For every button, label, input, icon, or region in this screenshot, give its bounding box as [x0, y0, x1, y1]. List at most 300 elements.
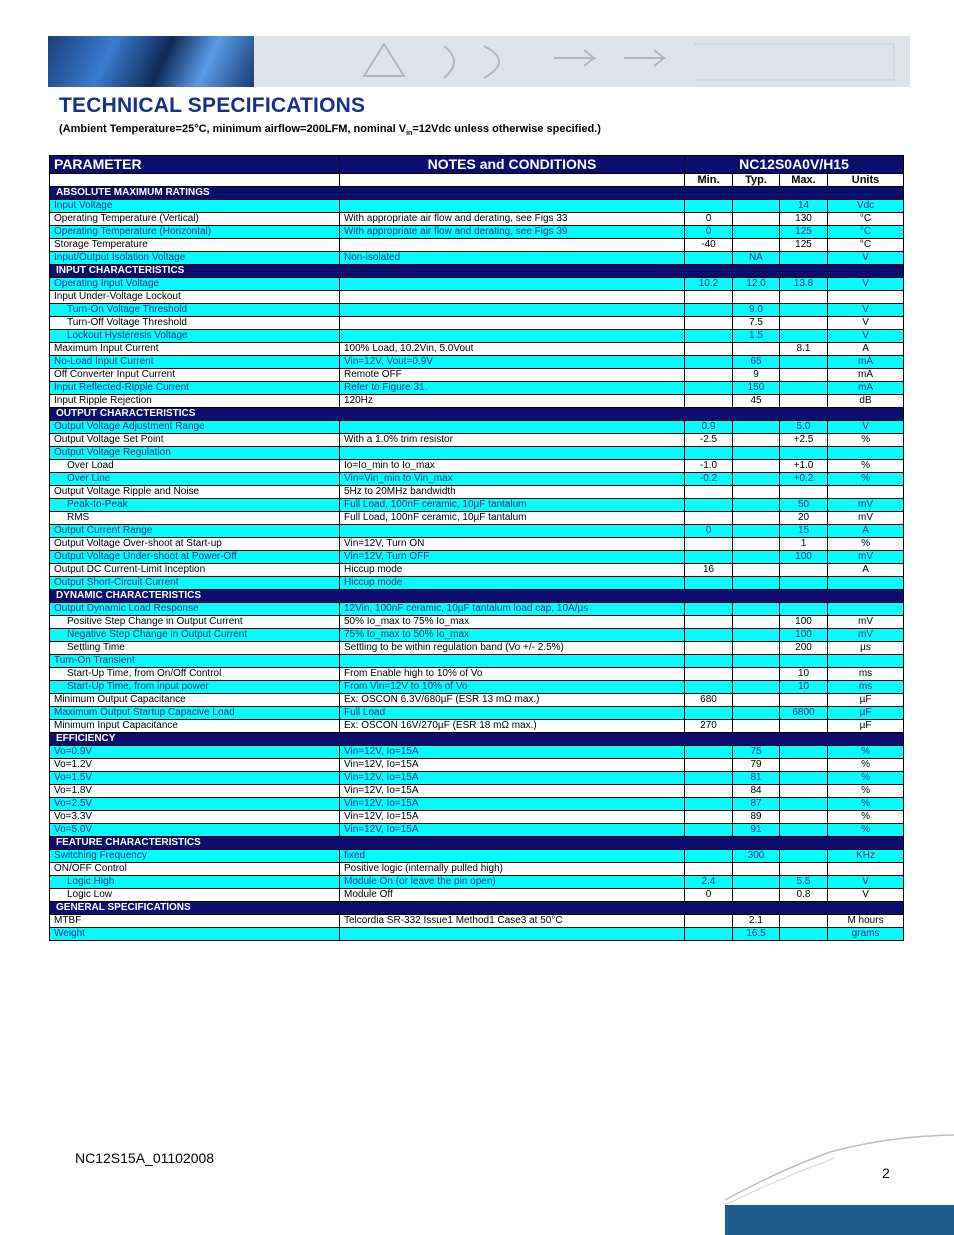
table-row — [50, 382, 904, 395]
units-cell: % — [828, 811, 904, 824]
min-cell — [685, 785, 733, 798]
max-cell — [780, 720, 828, 733]
typ-cell: 45 — [733, 395, 780, 408]
parameter-cell: Output Voltage Adjustment Range — [50, 421, 340, 434]
typ-cell — [733, 421, 780, 434]
max-cell: 125 — [780, 239, 828, 252]
notes-cell — [340, 655, 685, 668]
table-row — [50, 434, 904, 447]
typ-cell — [733, 239, 780, 252]
typ-cell — [733, 564, 780, 577]
min-cell: 0 — [685, 525, 733, 538]
notes-cell: From Vin=12V to 10% of Vo — [340, 681, 685, 694]
parameter-cell: Output Voltage Regulation — [50, 447, 340, 460]
units-cell: ms — [828, 681, 904, 694]
max-cell — [780, 395, 828, 408]
units-cell: V — [828, 317, 904, 330]
notes-cell: Full Load, 100nF ceramic, 10µF tantalum — [340, 499, 685, 512]
section-title: ABSOLUTE MAXIMUM RATINGS — [50, 187, 904, 200]
table-row — [50, 499, 904, 512]
parameter-cell: Input Reflected-Ripple Current — [50, 382, 340, 395]
table-row — [50, 629, 904, 642]
units-cell — [828, 863, 904, 876]
min-cell — [685, 291, 733, 304]
section-header-row — [50, 902, 904, 915]
max-cell — [780, 759, 828, 772]
typ-cell — [733, 681, 780, 694]
max-cell — [780, 746, 828, 759]
units-cell: V — [828, 330, 904, 343]
table-row — [50, 239, 904, 252]
max-cell — [780, 915, 828, 928]
typ-cell — [733, 655, 780, 668]
table-row — [50, 746, 904, 759]
parameter-cell: Input/Output Isolation Voltage — [50, 252, 340, 265]
parameter-cell: Input Voltage — [50, 200, 340, 213]
units-cell — [828, 577, 904, 590]
max-cell: 0.8 — [780, 889, 828, 902]
table-row — [50, 252, 904, 265]
notes-cell: 12Vin, 100nF ceramic, 10µF tantalum load cap, 10A/µs — [340, 603, 685, 616]
typ-cell — [733, 863, 780, 876]
typ-cell: 65 — [733, 356, 780, 369]
min-cell — [685, 304, 733, 317]
table-row — [50, 343, 904, 356]
subtitle-subscript: in — [406, 130, 413, 138]
table-row — [50, 395, 904, 408]
parameter-cell: Vo=3.3V — [50, 811, 340, 824]
table-row — [50, 512, 904, 525]
table-row — [50, 330, 904, 343]
min-cell — [685, 863, 733, 876]
max-cell — [780, 317, 828, 330]
parameter-cell: Input Under-Voltage Lockout — [50, 291, 340, 304]
page-number: 2 — [882, 1165, 890, 1181]
page-title: TECHNICAL SPECIFICATIONS — [59, 94, 366, 117]
max-cell: 1 — [780, 538, 828, 551]
column-header-typ: Typ. — [733, 174, 780, 187]
notes-cell: Module Off — [340, 889, 685, 902]
parameter-cell: Positive Step Change in Output Current — [50, 616, 340, 629]
min-cell — [685, 759, 733, 772]
typ-cell — [733, 616, 780, 629]
parameter-cell: Output Current Range — [50, 525, 340, 538]
parameter-cell: Turn-On Transient — [50, 655, 340, 668]
section-title: DYNAMIC CHARACTERISTICS — [50, 590, 904, 603]
page-subtitle — [59, 123, 601, 137]
notes-cell: 100% Load, 10.2Vin, 5.0Vout — [340, 343, 685, 356]
notes-cell: 75% Io_max to 50% Io_max — [340, 629, 685, 642]
parameter-cell: Over Line — [50, 473, 340, 486]
table-row — [50, 356, 904, 369]
section-header-row — [50, 733, 904, 746]
typ-cell: NA — [733, 252, 780, 265]
notes-cell: Positive logic (internally pulled high) — [340, 863, 685, 876]
min-cell — [685, 577, 733, 590]
units-cell — [828, 486, 904, 499]
notes-cell: Vin=12V, Io=15A — [340, 798, 685, 811]
notes-cell: Module On (or leave the pin open) — [340, 876, 685, 889]
notes-cell — [340, 421, 685, 434]
min-cell — [685, 824, 733, 837]
notes-cell: fixed — [340, 850, 685, 863]
section-header-row — [50, 265, 904, 278]
min-cell: -40 — [685, 239, 733, 252]
max-cell — [780, 928, 828, 941]
notes-cell: Vin=12V, Io=15A — [340, 811, 685, 824]
section-header-row — [50, 590, 904, 603]
notes-cell: Vin=12V, Io=15A — [340, 785, 685, 798]
notes-cell: Hiccup mode — [340, 564, 685, 577]
typ-cell — [733, 473, 780, 486]
typ-cell — [733, 603, 780, 616]
parameter-cell: Output Voltage Over-shoot at Start-up — [50, 538, 340, 551]
typ-cell: 87 — [733, 798, 780, 811]
section-title: INPUT CHARACTERISTICS — [50, 265, 904, 278]
parameter-cell: Minimum Input Capacitance — [50, 720, 340, 733]
table-row — [50, 798, 904, 811]
max-cell — [780, 356, 828, 369]
typ-cell: 12.0 — [733, 278, 780, 291]
notes-cell — [340, 278, 685, 291]
parameter-cell: Operating Input Voltage — [50, 278, 340, 291]
typ-cell — [733, 642, 780, 655]
typ-cell — [733, 551, 780, 564]
typ-cell — [733, 486, 780, 499]
units-cell: mA — [828, 382, 904, 395]
min-cell — [685, 798, 733, 811]
table-row — [50, 811, 904, 824]
column-header-min: Min. — [685, 174, 733, 187]
table-row — [50, 577, 904, 590]
min-cell: 0 — [685, 213, 733, 226]
units-cell: µs — [828, 642, 904, 655]
units-cell: % — [828, 460, 904, 473]
section-title: GENERAL SPECIFICATIONS — [50, 902, 904, 915]
max-cell — [780, 850, 828, 863]
banner-photo — [48, 36, 254, 87]
units-cell: % — [828, 759, 904, 772]
typ-cell: 9 — [733, 369, 780, 382]
units-cell: % — [828, 746, 904, 759]
parameter-cell: Output Voltage Under-shoot at Power-Off — [50, 551, 340, 564]
typ-cell — [733, 707, 780, 720]
subtitle-text-2: =12Vdc unless otherwise specified.) — [412, 123, 601, 135]
typ-cell — [733, 720, 780, 733]
parameter-cell: Vo=0.9V — [50, 746, 340, 759]
typ-cell — [733, 538, 780, 551]
notes-cell: Full Load — [340, 707, 685, 720]
typ-cell — [733, 512, 780, 525]
min-cell — [685, 200, 733, 213]
units-cell: mV — [828, 499, 904, 512]
notes-cell: Ex: OSCON 16V/270µF (ESR 18 mΩ max.) — [340, 720, 685, 733]
typ-cell — [733, 343, 780, 356]
table-row — [50, 863, 904, 876]
min-cell — [685, 642, 733, 655]
typ-cell — [733, 460, 780, 473]
min-cell: -1.0 — [685, 460, 733, 473]
units-cell — [828, 655, 904, 668]
parameter-cell: Maximum Output Startup Capacive Load — [50, 707, 340, 720]
table-subheader-row — [50, 174, 904, 187]
notes-cell: Telcordia SR-332 Issue1 Method1 Case3 at 50°C — [340, 915, 685, 928]
units-cell: V — [828, 421, 904, 434]
typ-cell: 75 — [733, 746, 780, 759]
parameter-cell: Operating Temperature (Horizontal) — [50, 226, 340, 239]
max-cell: +2.5 — [780, 434, 828, 447]
typ-cell — [733, 291, 780, 304]
parameter-cell: Output Voltage Ripple and Noise — [50, 486, 340, 499]
max-cell — [780, 694, 828, 707]
max-cell: 5.0 — [780, 421, 828, 434]
units-cell: % — [828, 824, 904, 837]
units-cell: % — [828, 434, 904, 447]
max-cell — [780, 564, 828, 577]
units-cell: µF — [828, 694, 904, 707]
parameter-cell: RMS — [50, 512, 340, 525]
min-cell — [685, 811, 733, 824]
units-cell: V — [828, 252, 904, 265]
notes-cell: Vin=12V, Turn ON — [340, 538, 685, 551]
max-cell: 125 — [780, 226, 828, 239]
max-cell — [780, 330, 828, 343]
parameter-cell: MTBF — [50, 915, 340, 928]
min-cell — [685, 538, 733, 551]
max-cell: +0.2 — [780, 473, 828, 486]
table-row — [50, 707, 904, 720]
table-row — [50, 564, 904, 577]
max-cell — [780, 824, 828, 837]
table-row — [50, 538, 904, 551]
notes-cell: From Enable high to 10% of Vo — [340, 668, 685, 681]
units-cell: M hours — [828, 915, 904, 928]
notes-cell: With appropriate air flow and derating, see Figs 33 — [340, 213, 685, 226]
notes-cell: Vin=12V, Io=15A — [340, 824, 685, 837]
table-row — [50, 551, 904, 564]
specifications-table — [49, 155, 904, 941]
max-cell: 200 — [780, 642, 828, 655]
units-cell — [828, 291, 904, 304]
column-header-model: NC12S0A0V/H15 — [685, 156, 904, 174]
units-cell: dB — [828, 395, 904, 408]
typ-cell — [733, 499, 780, 512]
typ-cell: 79 — [733, 759, 780, 772]
typ-cell — [733, 694, 780, 707]
typ-cell — [733, 525, 780, 538]
parameter-cell: Vo=1.2V — [50, 759, 340, 772]
max-cell: 15 — [780, 525, 828, 538]
table-row — [50, 785, 904, 798]
notes-cell: With appropriate air flow and derating, see Figs 39 — [340, 226, 685, 239]
units-cell: mV — [828, 551, 904, 564]
units-cell: mV — [828, 629, 904, 642]
typ-cell — [733, 213, 780, 226]
parameter-cell: Output DC Current-Limit Inception — [50, 564, 340, 577]
units-cell: % — [828, 772, 904, 785]
typ-cell — [733, 876, 780, 889]
parameter-cell: Output Short-Circuit Current — [50, 577, 340, 590]
table-row — [50, 304, 904, 317]
parameter-cell: Negative Step Change in Output Current — [50, 629, 340, 642]
typ-cell: 2.1 — [733, 915, 780, 928]
max-cell: 5.5 — [780, 876, 828, 889]
table-row — [50, 720, 904, 733]
min-cell — [685, 499, 733, 512]
max-cell: 10 — [780, 668, 828, 681]
typ-cell — [733, 577, 780, 590]
min-cell — [685, 356, 733, 369]
max-cell: 100 — [780, 551, 828, 564]
units-cell: °C — [828, 213, 904, 226]
parameter-cell: Vo=5.0V — [50, 824, 340, 837]
parameter-cell: Turn-On Voltage Threshold — [50, 304, 340, 317]
notes-cell — [340, 525, 685, 538]
units-cell: µF — [828, 720, 904, 733]
min-cell: 2.4 — [685, 876, 733, 889]
units-cell: mA — [828, 369, 904, 382]
notes-cell — [340, 291, 685, 304]
max-cell: 100 — [780, 616, 828, 629]
notes-cell: Vin=12V, Io=15A — [340, 746, 685, 759]
notes-cell: Vin=12V, Turn OFF — [340, 551, 685, 564]
section-title: FEATURE CHARACTERISTICS — [50, 837, 904, 850]
typ-cell: 84 — [733, 785, 780, 798]
table-row — [50, 447, 904, 460]
notes-cell — [340, 447, 685, 460]
min-cell: 0 — [685, 226, 733, 239]
section-header-row — [50, 837, 904, 850]
document-code: NC12S15A_01102008 — [75, 1150, 215, 1166]
min-cell: -0.2 — [685, 473, 733, 486]
parameter-cell: Lockout Hysteresis Voltage — [50, 330, 340, 343]
parameter-cell: Storage Temperature — [50, 239, 340, 252]
notes-cell: Remote OFF — [340, 369, 685, 382]
units-cell — [828, 447, 904, 460]
notes-cell: Settling to be within regulation band (Vo +/- 2.5%) — [340, 642, 685, 655]
typ-cell: 91 — [733, 824, 780, 837]
units-cell: V — [828, 278, 904, 291]
typ-cell: 1.5 — [733, 330, 780, 343]
table-row — [50, 460, 904, 473]
table-row — [50, 369, 904, 382]
notes-cell: Non-isolated — [340, 252, 685, 265]
header-banner — [48, 36, 910, 87]
section-header-row — [50, 187, 904, 200]
max-cell — [780, 863, 828, 876]
notes-cell: 50% Io_max to 75% Io_max — [340, 616, 685, 629]
typ-cell: 89 — [733, 811, 780, 824]
table-row — [50, 200, 904, 213]
min-cell — [685, 330, 733, 343]
parameter-cell: Weight — [50, 928, 340, 941]
min-cell — [685, 772, 733, 785]
notes-cell — [340, 330, 685, 343]
parameter-cell: No-Load Input Current — [50, 356, 340, 369]
table-row — [50, 278, 904, 291]
units-cell: V — [828, 304, 904, 317]
units-cell: KHz — [828, 850, 904, 863]
parameter-cell: Turn-Off Voltage Threshold — [50, 317, 340, 330]
min-cell: 0.9 — [685, 421, 733, 434]
min-cell — [685, 369, 733, 382]
table-row — [50, 603, 904, 616]
typ-cell: 300 — [733, 850, 780, 863]
footer-decoration — [720, 1130, 954, 1235]
max-cell: 14 — [780, 200, 828, 213]
section-header-row — [50, 408, 904, 421]
table-row — [50, 889, 904, 902]
column-header-max: Max. — [780, 174, 828, 187]
parameter-cell: Start-Up Time, from input power — [50, 681, 340, 694]
min-cell — [685, 551, 733, 564]
parameter-cell: Output Voltage Set Point — [50, 434, 340, 447]
table-row — [50, 668, 904, 681]
min-cell — [685, 629, 733, 642]
min-cell: 10.2 — [685, 278, 733, 291]
min-cell — [685, 746, 733, 759]
min-cell — [685, 395, 733, 408]
parameter-cell: Switching Frequency — [50, 850, 340, 863]
min-cell: 0 — [685, 889, 733, 902]
units-cell: mV — [828, 512, 904, 525]
min-cell — [685, 317, 733, 330]
min-cell — [685, 486, 733, 499]
table-row — [50, 213, 904, 226]
notes-cell — [340, 239, 685, 252]
units-cell: mV — [828, 616, 904, 629]
units-cell: grams — [828, 928, 904, 941]
min-cell — [685, 382, 733, 395]
max-cell — [780, 486, 828, 499]
max-cell — [780, 304, 828, 317]
units-cell — [828, 603, 904, 616]
parameter-cell: Vo=1.8V — [50, 785, 340, 798]
typ-cell — [733, 200, 780, 213]
section-title: EFFICIENCY — [50, 733, 904, 746]
parameter-cell: Input Ripple Rejection — [50, 395, 340, 408]
units-cell: ms — [828, 668, 904, 681]
subtitle-text-1: (Ambient Temperature=25°C, minimum airflow=200LFM, nominal V — [59, 123, 407, 135]
table-row — [50, 694, 904, 707]
table-row — [50, 824, 904, 837]
units-cell: Vdc — [828, 200, 904, 213]
min-cell: -2.5 — [685, 434, 733, 447]
units-cell: mA — [828, 356, 904, 369]
min-cell — [685, 681, 733, 694]
max-cell: +1.0 — [780, 460, 828, 473]
notes-cell: Vin=12V, Io=15A — [340, 759, 685, 772]
notes-cell: Io=Io_min to Io_max — [340, 460, 685, 473]
min-cell — [685, 343, 733, 356]
units-cell: A — [828, 343, 904, 356]
max-cell: 6800 — [780, 707, 828, 720]
max-cell — [780, 447, 828, 460]
min-cell — [685, 603, 733, 616]
max-cell — [780, 603, 828, 616]
max-cell — [780, 811, 828, 824]
units-cell: °C — [828, 226, 904, 239]
section-title: OUTPUT CHARACTERISTICS — [50, 408, 904, 421]
min-cell — [685, 616, 733, 629]
max-cell — [780, 798, 828, 811]
notes-cell: Refer to Figure 31. — [340, 382, 685, 395]
subheader-blank — [340, 174, 685, 187]
notes-cell — [340, 317, 685, 330]
min-cell — [685, 707, 733, 720]
units-cell: °C — [828, 239, 904, 252]
units-cell: A — [828, 564, 904, 577]
